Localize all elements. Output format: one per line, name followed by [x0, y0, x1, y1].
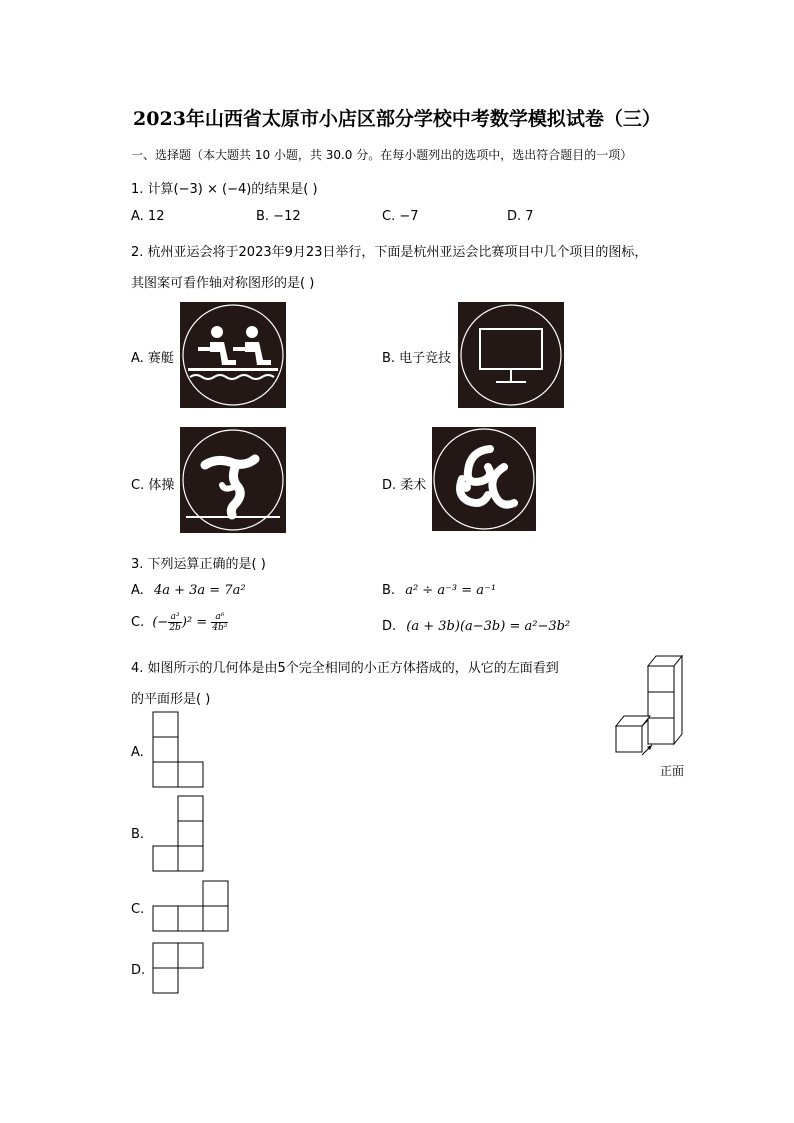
- question-3-stem: 3. 下列运算正确的是( ): [131, 557, 266, 572]
- q4-option-d-label: D.: [131, 963, 146, 978]
- esports-monitor-icon: [458, 302, 564, 408]
- q3-c-numerator: a³: [168, 612, 182, 623]
- front-view-label: 正面: [660, 764, 685, 778]
- q1-option-a: A. 12: [131, 209, 165, 224]
- rowing-icon: [180, 302, 286, 408]
- cube-solid-figure: [612, 652, 692, 756]
- q2-option-c: C. 体操: [131, 478, 175, 493]
- question-4-stem-line1: 4. 如图所示的几何体是由5个完全相同的小正方体搭成的，从它的左面看到: [131, 661, 559, 676]
- q4-option-b-label: B.: [131, 827, 145, 842]
- q3-option-c-open: (−: [152, 615, 169, 630]
- gymnastics-icon: [180, 427, 286, 533]
- q2-option-a: A. 赛艇: [131, 351, 174, 366]
- question-2-stem-line1: 2. 杭州亚运会将于2023年9月23日举行，下面是杭州亚运会比赛项目中几个项目的图标，: [131, 245, 648, 260]
- q4-option-c-label: C.: [131, 902, 145, 917]
- q2-option-d: D. 柔术: [382, 478, 427, 493]
- q3-option-a-label: A.: [131, 583, 144, 598]
- q3-option-c-mid: )² =: [181, 615, 208, 630]
- question-1-stem: 1. 计算(−3) × (−4)的结果是( ): [131, 182, 318, 197]
- page-title: 2023年山西省太原市小店区部分学校中考数学模拟试卷（三）: [133, 108, 661, 130]
- q3-option-b-expr: a² ÷ a⁻³ = a⁻¹: [405, 583, 497, 598]
- q3-option-a-expr: 4a + 3a = 7a²: [153, 583, 246, 598]
- question-4-stem-line2: 的平面形是( ): [131, 692, 211, 707]
- section-heading: 一、选择题（本大题共 10 小题，共 30.0 分。在每小题列出的选项中，选出符合题目的一项）: [131, 148, 633, 162]
- q4-option-a-figure: [152, 711, 206, 791]
- q3-option-d-label: D.: [382, 619, 397, 634]
- q1-option-c: C. −7: [382, 209, 419, 224]
- q4-option-a-label: A.: [131, 745, 144, 760]
- q1-option-b: B. −12: [256, 209, 301, 224]
- q3-option-b-label: B.: [382, 583, 396, 598]
- jujitsu-icon: [432, 427, 536, 531]
- q1-option-d: D. 7: [507, 209, 534, 224]
- q3-c-denominator-2: 4b²: [212, 623, 228, 633]
- q3-option-d-expr: (a + 3b)(a−3b) = a²−3b²: [406, 619, 571, 634]
- q3-c-numerator-2: a⁶: [211, 612, 228, 623]
- q3-c-denominator: 2b: [169, 623, 181, 633]
- q3-option-c-label: C.: [131, 615, 145, 630]
- q4-option-c-figure: [152, 880, 232, 934]
- question-2-stem-line2: 其图案可看作轴对称图形的是( ): [131, 276, 315, 291]
- q4-option-d-figure: [152, 942, 206, 996]
- q4-option-b-figure: [152, 795, 206, 875]
- q2-option-b: B. 电子竞技: [382, 351, 452, 366]
